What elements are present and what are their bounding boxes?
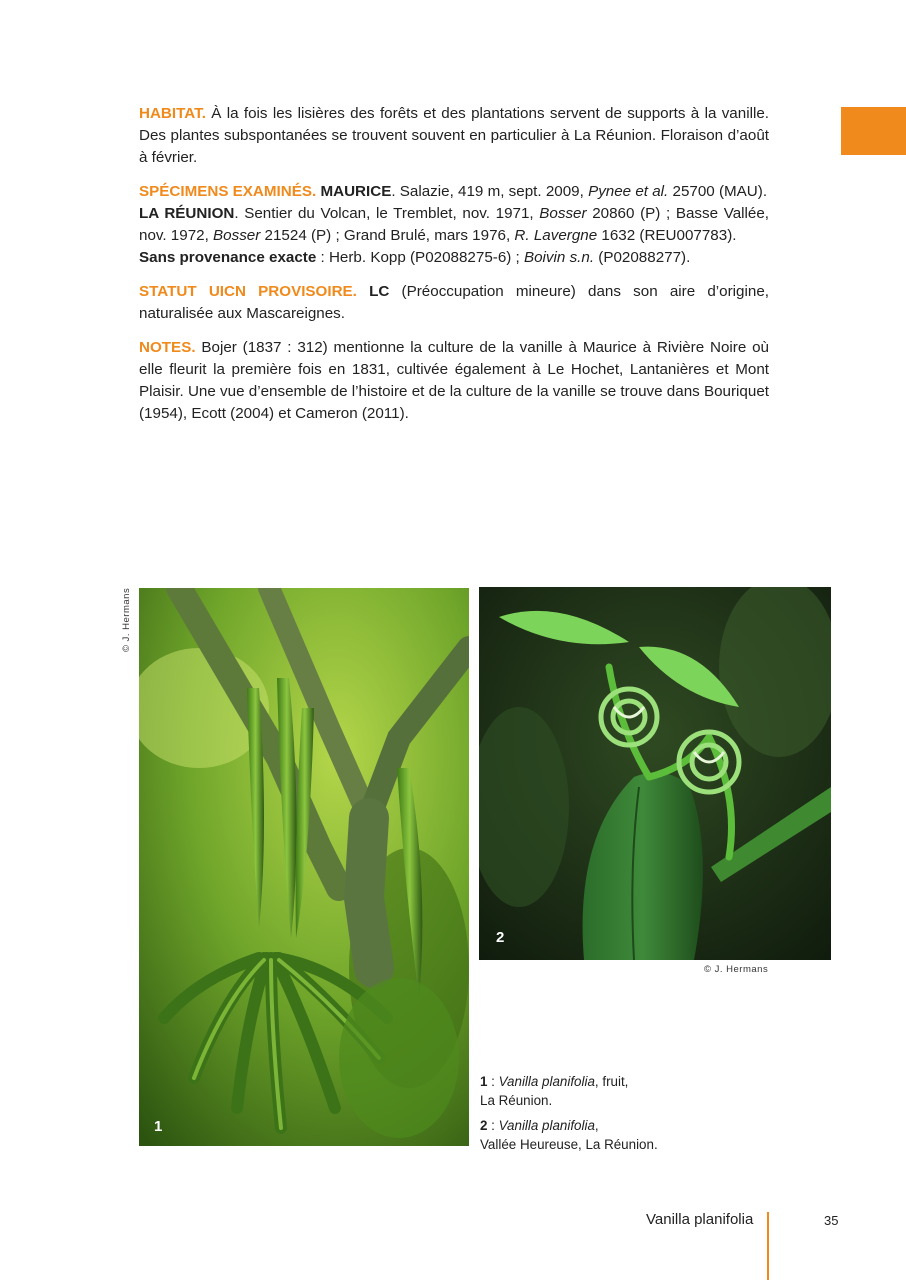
- notes-text: Bojer (1837 : 312) mentionne la culture de la vanille à Maurice à Rivière Noire où elle fleurit la première fois en 1831, cultivée également à Le Hochet, Lantanières et Mont Plaisir. Une vue d’ensemble de l’histoire et de la culture de la vanille se trouve dans Bouriquet (1954), Ecott (2004) et Cameron (2011).: [139, 339, 769, 422]
- photo-vanilla-flowers-illustration: [479, 587, 831, 960]
- notes-paragraph: [139, 337, 769, 425]
- habitat-paragraph: [139, 103, 769, 169]
- caption-1: [480, 1072, 780, 1110]
- collector: Boivin s.n.: [523, 249, 595, 266]
- specimen-text: 1632 (REU007783).: [597, 227, 737, 244]
- specimen-text: 20860 (P) ; Basse Vallée, nov. 1972,: [139, 205, 769, 244]
- photo-vanilla-fruit-illustration: [139, 588, 469, 1146]
- caption-number: 1: [480, 1074, 488, 1089]
- photo-credit-horizontal: © J. Hermans: [704, 964, 769, 975]
- caption-text: ,: [594, 1118, 599, 1133]
- statut-label: STATUT UICN PROVISOIRE.: [139, 283, 357, 300]
- page-number: 35: [824, 1213, 839, 1228]
- collector: Bosser: [213, 227, 261, 244]
- specimen-text: . Sentier du Volcan, le Tremblet, nov. 1971,: [234, 205, 540, 222]
- photo-number-2: 2: [496, 929, 505, 946]
- specimen-text: (P02088277).: [594, 249, 691, 266]
- photo-vanilla-flowers: [479, 587, 831, 960]
- caption-separator: :: [487, 1074, 499, 1089]
- notes-label: NOTES.: [139, 339, 196, 356]
- caption-species: Vanilla planifolia: [498, 1074, 595, 1089]
- maurice-label: MAURICE: [320, 183, 392, 200]
- specimen-text: 25700 (MAU).: [668, 183, 768, 200]
- photo-number-1: 1: [154, 1118, 163, 1135]
- running-footer-title: Vanilla planifolia: [646, 1211, 754, 1228]
- statut-text: (Préoccupation mineure) dans son aire d’origine, naturalisée aux Mascareignes.: [139, 283, 769, 322]
- collector: R. Lavergne: [514, 227, 598, 244]
- collector: Pynee et al.: [588, 183, 669, 200]
- footer-divider: [767, 1212, 769, 1280]
- photo-credit-vertical: © J. Hermans: [121, 587, 132, 652]
- specimen-text: . Salazie, 419 m, sept. 2009,: [391, 183, 589, 200]
- reunion-label: LA RÉUNION: [139, 205, 235, 222]
- statut-paragraph: [139, 281, 769, 325]
- caption-place: Vallée Heureuse, La Réunion.: [480, 1137, 658, 1152]
- caption-species: Vanilla planifolia: [498, 1118, 595, 1133]
- iucn-code: LC: [369, 283, 390, 300]
- specimens-paragraph: [139, 181, 769, 269]
- caption-separator: :: [487, 1118, 499, 1133]
- caption-number: 2: [480, 1118, 488, 1133]
- photo-vanilla-fruit: [139, 588, 469, 1146]
- caption-2: [480, 1116, 780, 1154]
- specimens-label: SPÉCIMENS EXAMINÉS.: [139, 183, 317, 200]
- habitat-text: À la fois les lisières des forêts et des plantations servent de supports à la vanille. Des plantes subspontanées se trouvent souvent en particulier à La Réunion. Floraison d’août à février.: [139, 105, 769, 166]
- specimen-text: : Herb. Kopp (P02088275-6) ;: [316, 249, 524, 266]
- chapter-tab: [841, 107, 906, 155]
- caption-text: , fruit,: [594, 1074, 629, 1089]
- collector: Bosser: [539, 205, 587, 222]
- specimen-text: 21524 (P) ; Grand Brulé, mars 1976,: [260, 227, 515, 244]
- habitat-label: HABITAT.: [139, 105, 206, 122]
- unknown-provenance-label: Sans provenance exacte: [139, 249, 317, 266]
- photo-captions: [480, 1072, 780, 1160]
- caption-place: La Réunion.: [480, 1093, 553, 1108]
- species-text: [139, 103, 769, 437]
